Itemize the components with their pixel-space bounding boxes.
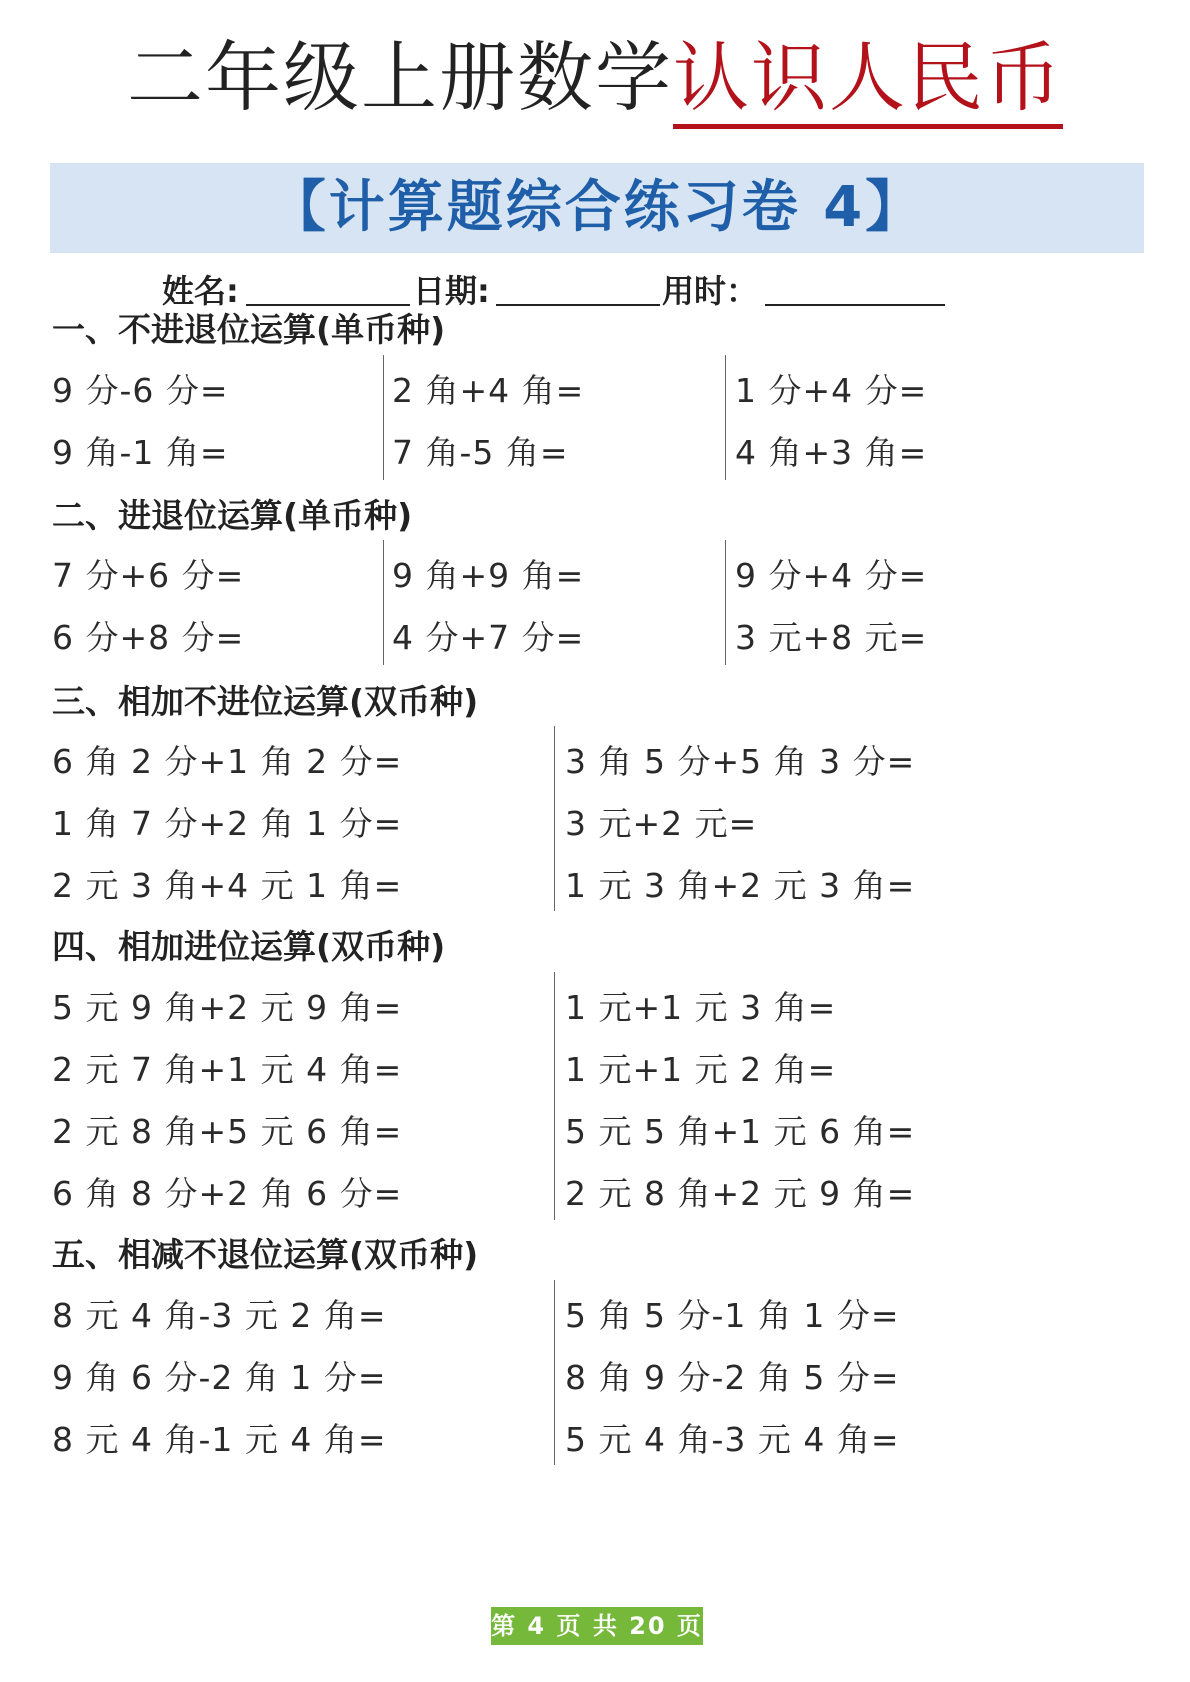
problem-item: 9 分+4 分=: [735, 556, 928, 595]
problem-item: 1 元+1 元 3 角=: [565, 988, 837, 1027]
problem-item: 9 角 6 分-2 角 1 分=: [52, 1358, 387, 1397]
column-divider: [554, 1280, 555, 1465]
problem-item: 5 角 5 分-1 角 1 分=: [565, 1296, 900, 1335]
problem-item: 1 元 3 角+2 元 3 角=: [565, 866, 916, 905]
problem-item: 2 元 7 角+1 元 4 角=: [52, 1050, 403, 1089]
section-4-heading: 四、相加进位运算(双币种): [52, 927, 446, 966]
problem-item: 1 分+4 分=: [735, 371, 928, 410]
worksheet-title: [0, 28, 1190, 128]
problem-item: 1 元+1 元 2 角=: [565, 1050, 837, 1089]
column-divider: [725, 540, 726, 665]
page-number-badge: 第 4 页 共 20 页: [491, 1607, 703, 1645]
problem-item: 1 角 7 分+2 角 1 分=: [52, 804, 403, 843]
column-divider: [383, 540, 384, 665]
problem-item: 3 元+2 元=: [565, 804, 758, 843]
time-field-line[interactable]: [765, 304, 945, 306]
column-divider: [554, 726, 555, 911]
section-3-heading: 三、相加不进位运算(双币种): [52, 682, 479, 721]
worksheet-subtitle: 【计算题综合练习卷 4】: [269, 175, 925, 240]
problem-item: 6 角 8 分+2 角 6 分=: [52, 1174, 403, 1213]
section-5-heading: 五、相减不退位运算(双币种): [52, 1235, 479, 1274]
problem-item: 7 分+6 分=: [52, 556, 245, 595]
problem-item: 8 角 9 分-2 角 5 分=: [565, 1358, 900, 1397]
problem-item: 2 角+4 角=: [392, 371, 585, 410]
date-label: 日期:: [413, 272, 490, 310]
problem-item: 9 角-1 角=: [52, 433, 229, 472]
problem-item: 4 角+3 角=: [735, 433, 928, 472]
problem-item: 6 角 2 分+1 角 2 分=: [52, 742, 403, 781]
problem-item: 5 元 4 角-3 元 4 角=: [565, 1420, 900, 1459]
section-1-heading: 一、不进退位运算(单币种): [52, 310, 446, 349]
title-main: 二年级上册数学: [127, 33, 673, 122]
section-2-heading: 二、进退位运算(单币种): [52, 496, 413, 535]
column-divider: [725, 355, 726, 480]
column-divider: [383, 355, 384, 480]
problem-item: 8 元 4 角-1 元 4 角=: [52, 1420, 387, 1459]
problem-item: 8 元 4 角-3 元 2 角=: [52, 1296, 387, 1335]
problem-item: 4 分+7 分=: [392, 618, 585, 657]
date-field-line[interactable]: [496, 304, 660, 306]
problem-item: 7 角-5 角=: [392, 433, 569, 472]
title-accent: 认识人民币: [673, 33, 1063, 129]
problem-item: 5 元 9 角+2 元 9 角=: [52, 988, 403, 1027]
problem-item: 3 元+8 元=: [735, 618, 928, 657]
problem-item: 6 分+8 分=: [52, 618, 245, 657]
column-divider: [554, 972, 555, 1220]
problem-item: 3 角 5 分+5 角 3 分=: [565, 742, 916, 781]
problem-item: 2 元 8 角+2 元 9 角=: [565, 1174, 916, 1213]
problem-item: 5 元 5 角+1 元 6 角=: [565, 1112, 916, 1151]
name-label: 姓名:: [162, 272, 239, 310]
time-label: 用时：: [662, 272, 759, 310]
problem-item: 9 角+9 角=: [392, 556, 585, 595]
problem-item: 9 分-6 分=: [52, 371, 229, 410]
problem-item: 2 元 3 角+4 元 1 角=: [52, 866, 403, 905]
problem-item: 2 元 8 角+5 元 6 角=: [52, 1112, 403, 1151]
